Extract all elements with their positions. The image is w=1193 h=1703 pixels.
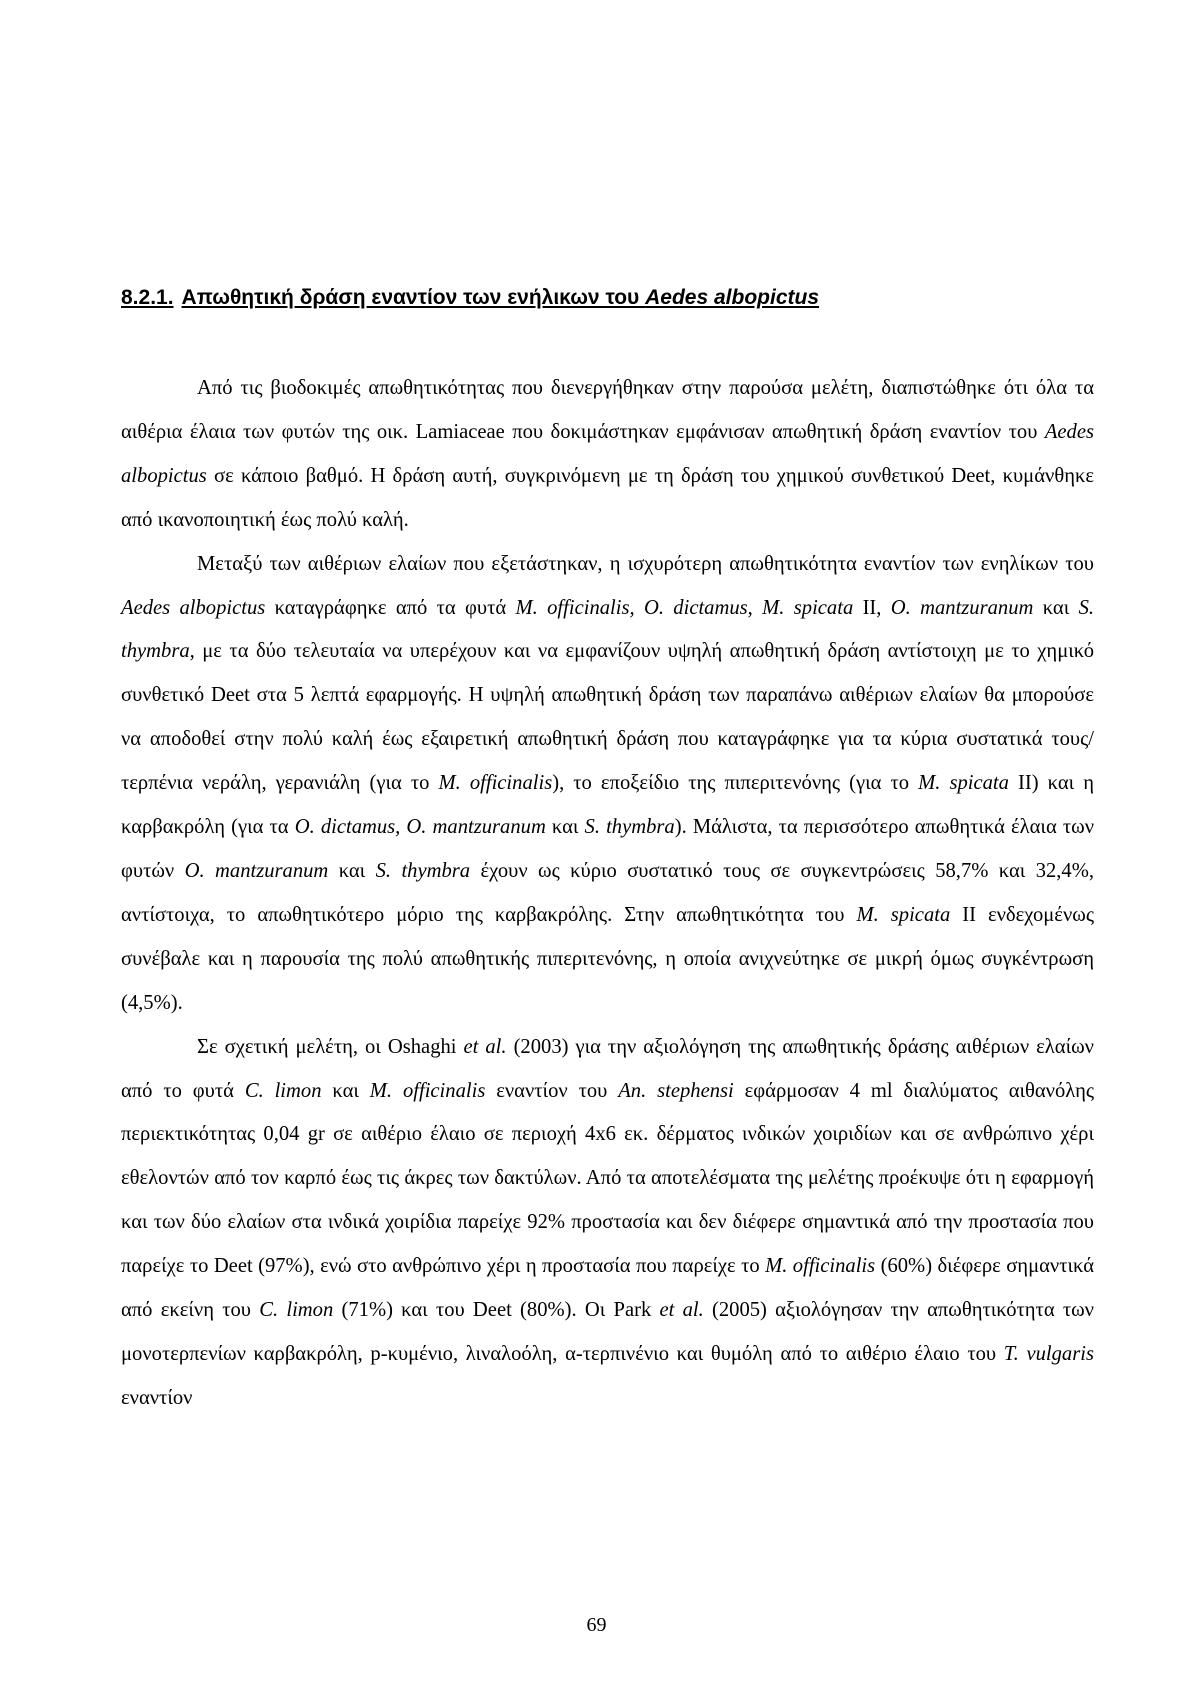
species-name: C. limon [244,1079,322,1102]
text-run: ), το εποξείδιο της πιπεριτενόνης (για το [552,772,919,795]
text-run: (71%) και του Deet (80%). Οι Park [333,1299,660,1322]
text-run: εναντίον του [485,1079,619,1102]
text-run: II ενδεχομένως συνέβαλε και η παρουσία της πολύ απωθητικής πιπεριτενόνης, η οποία ανιχνεύτηκε σε μικρή όμως συγκέντρωση (4,5%). [121,903,1094,1014]
species-name: An. stephensi [618,1079,734,1102]
text-run: (2005) αξιολόγησαν την απωθητικότητα των μονοτερπενίων καρβακρόλη, p-κυμένιο, λιναλοόλη, α-τερπινένιο και θυμόλη από το αιθέριο έλαιο του [121,1299,1094,1365]
text-run: με τα δύο τελευταία να υπερέχουν και να εμφανίζουν υψηλή απωθητική δράση αντίστοιχη με το χημικό συνθετικό Deet στα 5 λεπτά εφαρμογής. Η υψηλή απωθητική δράση των παραπάνω αιθέριων ελαίων θα μπορούσε να αποδοθεί στην πολύ καλή έως εξαιρετική απωθητική δράση που καταγράφηκε για τα κύρια συστατικά τους/τερπένια νεράλη, γερανιάλη (για το [121,640,1094,795]
species-name: O. mantzuranum [890,596,1034,619]
text-run: εφάρμοσαν 4 ml διαλύματος αιθανόλης περιεκτικότητας 0,04 gr σε αιθέριο έλαιο σε περιοχή 4x6 εκ. δέρματος ινδικών χοιριδίων και σε ανθρώπινο χέρι εθελοντών από τον καρπό έως τις άκρες των δακτύλων. Από τα αποτελέσματα της μελέτης προέκυψε ότι η εφαρμογή και των δύο ελαίων στα ινδικά χοιρίδια παρείχε 92% προστασία και δεν διέφερε σημαντικά από την προστασία που παρείχε το Deet (97%), ενώ στο ανθρώπινο χέρι η προστασία που παρείχε το [121,1079,1095,1278]
species-name: M. officinalis [765,1255,876,1278]
species-name: Aedes albopictus [121,420,1094,487]
text-run: Μεταξύ των αιθέριων ελαίων που εξετάστηκαν, η ισχυρότερη απωθητικότητα εναντίον των ενηλίκων του [197,552,1094,575]
section-title-species: Aedes albopictus [645,286,820,309]
section-number: 8.2.1. [121,286,174,309]
species-name: M. officinalis [438,772,553,795]
text-run: II) και η καρβακρόλη (για τα [121,772,1094,839]
species-name: O. mantzuranum [184,859,329,882]
text-run: Σε σχετική μελέτη, οι Oshaghi [197,1035,464,1058]
paragraph [121,367,1094,543]
paragraph [121,543,1094,1026]
text-run: έχουν ως κύριο συστατικό τους σε συγκεντρώσεις 58,7% και 32,4%, αντίστοιχα, το απωθητικότερο μόριο της καρβακρόλης. Στην απωθητικότητα του [121,859,1095,926]
species-name: Aedes albopictus [121,596,266,619]
text-run: Από τις βιοδοκιμές απωθητικότητας που διενεργήθηκαν στην παρούσα μελέτη, διαπιστώθηκε ότι όλα τα αιθέρια έλαια των φυτών της οικ. Lamiaceae που δοκιμάστηκαν εμφάνισαν απωθητική δράση εναντίον του [121,377,1094,443]
text-run: σε κάποιο βαθμό. Η δράση αυτή, συγκρινόμενη με τη δράση του χημικού συνθετικού Deet, κυμάνθηκε από ικανοποιητική έως πολύ καλή. [121,464,1094,531]
species-name: M. spicata [918,772,1009,795]
body-text [121,367,1094,1421]
species-name: S. thymbra, [121,596,1095,663]
section-title: Απωθητική δράση εναντίον των ενήλικων του [181,286,646,309]
page-number: 69 [586,1614,607,1636]
text-run: II, [853,596,891,619]
text-run: και [545,816,585,839]
species-name: O. dictamus, O. mantzuranum [294,816,546,839]
text-run: και [321,1079,370,1102]
species-name: S. thymbra [584,816,675,839]
citation-etal: et al. [659,1299,704,1322]
species-name: T. vulgaris [1003,1342,1094,1365]
text-run: και [328,859,376,882]
section-heading [121,284,1081,312]
citation-etal: et al. [463,1035,507,1058]
species-name: C. limon [259,1299,334,1322]
text-run: και [1033,596,1079,619]
text-run: (60%) διέφερε σημαντικά από εκείνη του [121,1255,1095,1322]
species-name: M. officinalis, O. dictamus, M. spicata [515,596,854,619]
species-name: M. spicata [856,903,951,926]
paragraph [121,1026,1094,1421]
species-name: M. officinalis [369,1079,486,1102]
text-run: (2003) για την αξιολόγηση της απωθητικής δράσης αιθέριων ελαίων από το φυτά [121,1035,1094,1102]
text-run: εναντίον [121,1386,193,1409]
species-name: S. thymbra [375,859,471,882]
text-run: καταγράφηκε από τα φυτά [265,596,516,619]
text-run: ). Μάλιστα, τα περισσότερο απωθητικά έλαια των φυτών [121,816,1094,882]
